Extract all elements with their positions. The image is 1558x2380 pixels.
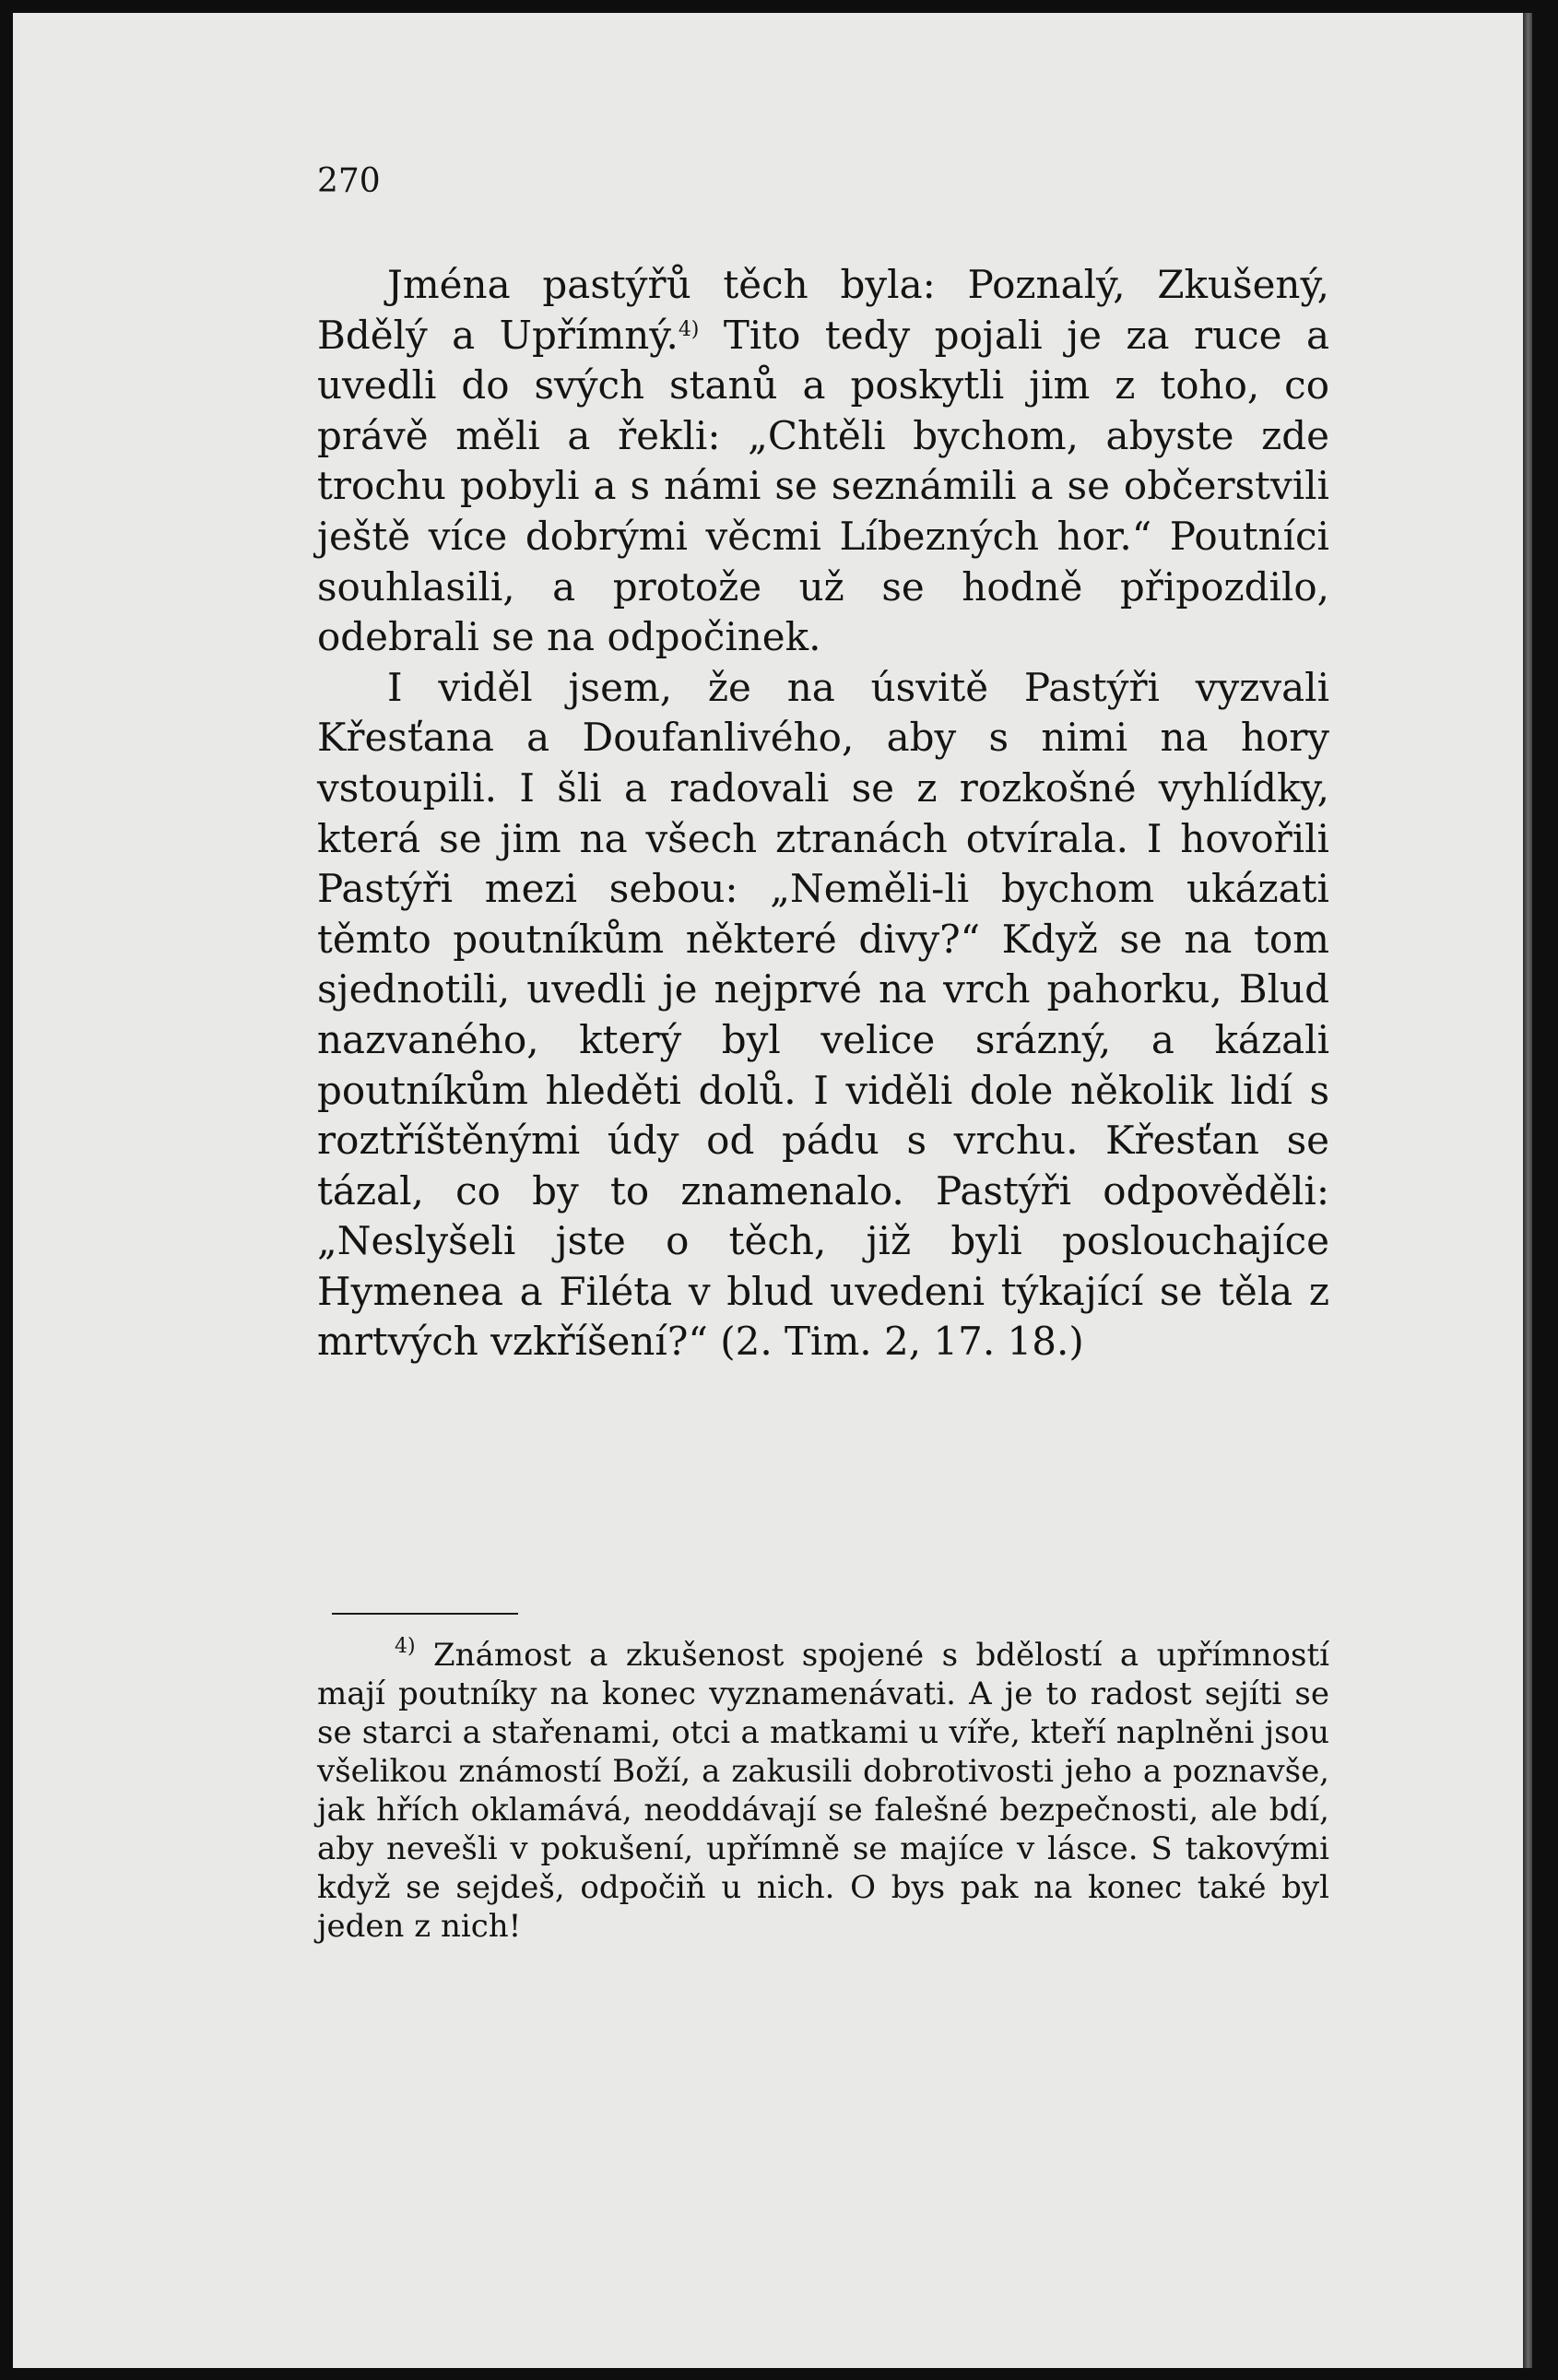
paragraph-1 bbox=[317, 260, 1329, 663]
page-edge bbox=[1523, 13, 1532, 2368]
footnote-separator bbox=[332, 1613, 518, 1615]
paragraph-1-text-start: Jména pastýřů těch byla: Poznalý, Zkušený, Bdělý a Upřímný. bbox=[317, 262, 1329, 358]
paragraph-1-text-end: Tito tedy pojali je za ruce a uvedli do svých stanů a poskytli jim z toho, co právě měli a řekli: „Chtěli bychom, abyste zde trochu pobyli a s námi se seznámili a se občerstvili ještě více dobrými věcmi Líbezných hor.“ Poutníci souhlasili, a protože už se hodně připozdilo, odebrali se na odpočinek. bbox=[317, 312, 1329, 660]
paragraph-2: I viděl jsem, že na úsvitě Pastýři vyzvali Křesťana a Doufanlivého, aby s nimi na hory vstoupili. I šli a radovali se z rozkošné vyhlídky, která se jim na všech ztranách otvírala. I hovořili Pastýři mezi sebou: „Neměli-li bychom ukázati těmto poutníkům některé divy?“ Když se na tom sjednotili, uvedli je nejprvé na vrch pahorku, Blud nazvaného, který byl velice srázný, a kázali poutníkům hleděti dolů. I viděli dole několik lidí s roztříštěnými údy od pádu s vrchu. Křesťan se tázal, co by to znamenalo. Pastýři odpověděli: „Neslyšeli jste o těch, již byli poslouchajíce Hymenea a Filéta v blud uvedeni týkající se těla z mrtvých vzkříšení?“ (2. Tim. 2, 17. 18.) bbox=[317, 664, 1329, 1365]
footnote-marker: 4) bbox=[395, 1635, 416, 1658]
footnote-reference: 4) bbox=[678, 317, 700, 341]
footnote bbox=[317, 1636, 1329, 1946]
page-number: 270 bbox=[317, 162, 381, 200]
book-page bbox=[13, 13, 1532, 2368]
footnote-text: Známost a zkušenost spojené s bdělostí a upřímností mají poutníky na konec vyznamenávati. A je to radost sejíti se se starci a stařenami, otci a matkami u víře, kteří naplněni jsou všelikou známostí Boží, a zakusili dobrotivosti jeho a poznavše, jak hřích oklamává, neoddávají se falešné bezpečnosti, ale bdí, aby nevešli v pokušení, upřímně se majíce v lásce. S takovými když se sejdeš, odpočiň u nich. O bys pak na konec také byl jeden z nich! bbox=[317, 1637, 1329, 1945]
body-text bbox=[317, 260, 1329, 1368]
